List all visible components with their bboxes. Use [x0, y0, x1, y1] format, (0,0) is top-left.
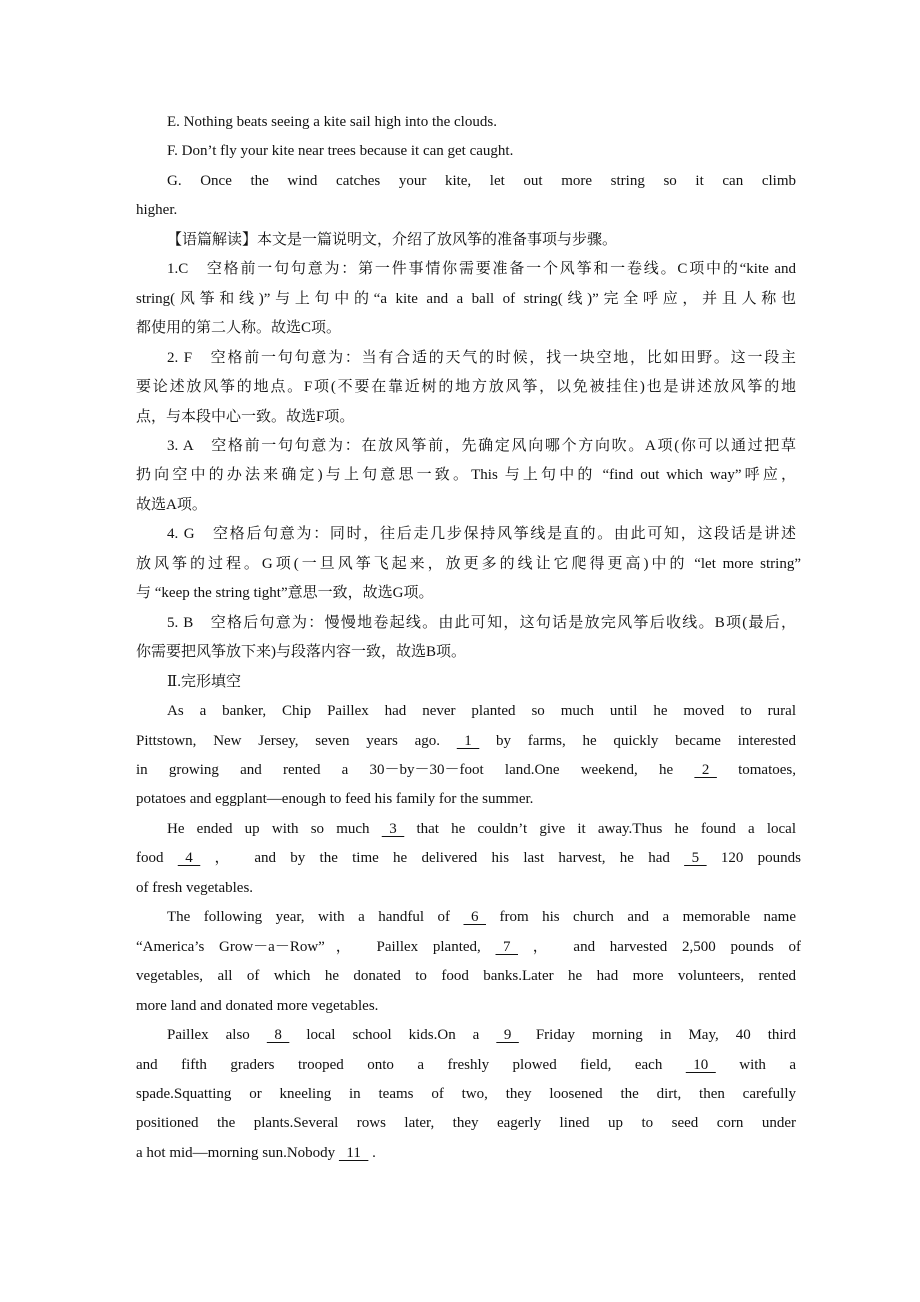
text-segment: 扔向空中的办法来确定)与上句意思一致。This 与上句中的 “find out which way”呼应，: [136, 467, 796, 484]
text-segment: spade.Squatting or kneeling in teams of two, they loosened the dirt, then carefully: [136, 1085, 796, 1102]
text-line: [136, 108, 796, 137]
text-line: [136, 874, 796, 903]
text-segment: F. Don’t fly your kite near trees because it can get caught.: [167, 143, 514, 160]
text-segment: higher.: [136, 202, 178, 219]
text-segment: by farms, he quickly became interested: [496, 732, 796, 749]
text-line: [136, 403, 796, 432]
text-segment: food: [136, 850, 178, 867]
text-line: [136, 992, 796, 1021]
text-segment: 2. F 空格前一句句意为：当有合适的天气的时候，找一块空地，比如田野。这一段主: [167, 349, 796, 366]
text-line: [136, 844, 801, 873]
cloze-paragraph-1: [136, 697, 796, 815]
cloze-paragraph-3: [136, 903, 801, 1021]
text-line: [136, 432, 796, 461]
text-segment: 你需要把风筝放下来)与段落内容一致，故选B项。: [136, 644, 467, 661]
answer-3: [136, 432, 796, 520]
text-segment: Friday morning in May, 40 third: [535, 1027, 797, 1044]
answer-1: [136, 255, 796, 343]
cloze-blank-6: 6: [463, 909, 486, 926]
text-segment: Ⅱ.完形填空: [167, 673, 241, 690]
cloze-blank-4: 4: [177, 850, 201, 867]
text-segment: 放风筝的过程。G项(一旦风筝飞起来，放更多的线让它爬得更高)中的 “let more string”: [136, 555, 801, 572]
cloze-blank-8: 8: [266, 1027, 290, 1044]
answer-5: [136, 609, 796, 668]
text-line: [136, 727, 796, 756]
text-line: [136, 1051, 796, 1080]
text-line: [136, 1021, 796, 1050]
passage-interpretation: [136, 226, 796, 255]
text-segment: and fifth graders trooped onto a freshly plowed field, each: [136, 1056, 686, 1073]
cloze-blank-1: 1: [456, 732, 480, 749]
text-segment: 5. B 空格后句意为：慢慢地卷起线。由此可知，这句话是放完风筝后收线。B项(最后，: [167, 614, 796, 631]
text-segment: 要论述放风筝的地点。F项(不要在靠近树的地方放风筝，以免被挂住)也是讲述放风筝的地: [136, 379, 796, 396]
text-line: [136, 550, 801, 579]
text-line: [136, 196, 796, 225]
cloze-paragraph-2: [136, 815, 802, 903]
text-segment: more land and donated more vegetables.: [136, 997, 379, 1014]
text-line: [136, 1109, 796, 1138]
text-line: [136, 491, 796, 520]
text-segment: 都使用的第二人称。故选C项。: [136, 320, 342, 337]
text-segment: local school kids.On a: [306, 1027, 497, 1044]
text-segment: G. Once the wind catches your kite, let out more string so it can climb: [167, 172, 796, 189]
text-segment: .: [372, 1144, 376, 1161]
text-line: [136, 609, 796, 638]
text-segment: As a banker, Chip Paillex had never planted so much until he moved to rural: [167, 703, 796, 720]
text-line: [136, 373, 796, 402]
text-line: [136, 903, 796, 932]
text-line: [136, 167, 796, 196]
cloze-blank-9: 9: [496, 1027, 519, 1044]
text-segment: potatoes and eggplant—enough to feed his family for the summer.: [136, 791, 534, 808]
text-segment: ， and by the time he delivered his last harvest, he had: [214, 850, 685, 867]
text-segment: He ended up with so much: [167, 820, 382, 837]
cloze-paragraph-4: [136, 1021, 796, 1168]
option-g: [136, 167, 796, 226]
text-line: [136, 137, 796, 166]
text-line: [136, 520, 796, 549]
text-segment: of fresh vegetables.: [136, 879, 254, 896]
text-segment: that he couldn’t give it away.Thus he found a local: [416, 820, 797, 837]
text-segment: a hot mid—morning sun.Nobody: [136, 1144, 339, 1161]
cloze-blank-10: 10: [685, 1056, 716, 1073]
text-segment: The following year, with a handful of: [167, 909, 464, 926]
text-segment: 与 “keep the string tight”意思一致，故选G项。: [136, 585, 434, 602]
text-line: [136, 668, 796, 697]
text-segment: tomatoes,: [738, 761, 796, 778]
cloze-blank-2: 2: [694, 761, 717, 778]
text-line: [136, 226, 796, 255]
text-segment: 120 pounds: [720, 850, 802, 867]
document-page: [136, 108, 802, 1168]
text-segment: in growing and rented a 30－by－30－foot land.One weekend, he: [136, 761, 695, 778]
text-segment: Pittstown, New Jersey, seven years ago.: [136, 732, 441, 749]
text-segment: E. Nothing beats seeing a kite sail high into the clouds.: [167, 114, 497, 130]
section-heading: [136, 668, 796, 697]
cloze-blank-11: 11: [338, 1144, 369, 1161]
answer-4: [136, 520, 801, 608]
text-line: [136, 785, 796, 814]
text-segment: 4. G 空格后句意为：同时，往后走几步保持风筝线是直的。由此可知，这段话是讲述: [167, 526, 796, 543]
text-line: [136, 815, 796, 844]
cloze-blank-7: 7: [495, 938, 518, 955]
text-segment: from his church and a memorable name: [499, 909, 796, 926]
cloze-blank-5: 5: [684, 850, 707, 867]
text-line: [136, 255, 796, 284]
text-segment: with a: [739, 1056, 797, 1073]
text-line: [136, 1080, 796, 1109]
text-line: [136, 461, 796, 490]
cloze-blank-3: 3: [381, 820, 405, 837]
text-segment: positioned the plants.Several rows later, they eagerly lined up to seed corn under: [136, 1115, 796, 1132]
text-segment: 1.C 空格前一句句意为：第一件事情你需要准备一个风筝和一卷线。C项中的“kite and: [167, 261, 796, 278]
option-e: [136, 108, 796, 137]
answer-2: [136, 344, 796, 432]
text-segment: 故选A项。: [136, 496, 207, 513]
text-segment: 【语篇解读】本文是一篇说明文，介绍了放风筝的准备事项与步骤。: [167, 231, 618, 248]
text-line: [136, 756, 796, 785]
text-line: [136, 344, 796, 373]
text-segment: ， and harvested 2,500 pounds of: [532, 938, 801, 955]
text-segment: 点，与本段中心一致。故选F项。: [136, 408, 355, 425]
text-segment: 3. A 空格前一句句意为：在放风筝前，先确定风向哪个方向吹。A项(你可以通过把草: [167, 437, 796, 454]
option-f: [136, 137, 796, 166]
text-segment: string(风筝和线)”与上句中的“a kite and a ball of string(线)”完全呼应，并且人称也: [136, 290, 796, 307]
text-line: [136, 1139, 796, 1168]
text-line: [136, 285, 796, 314]
text-line: [136, 314, 796, 343]
text-line: [136, 933, 801, 962]
text-segment: Paillex also: [167, 1027, 267, 1044]
text-line: [136, 697, 796, 726]
text-segment: vegetables, all of which he donated to food banks.Later he had more volunteers, rented: [136, 968, 796, 985]
text-line: [136, 962, 796, 991]
text-line: [136, 638, 796, 667]
text-line: [136, 579, 796, 608]
text-segment: “America’s Grow－a－Row”， Paillex planted,: [136, 938, 496, 955]
